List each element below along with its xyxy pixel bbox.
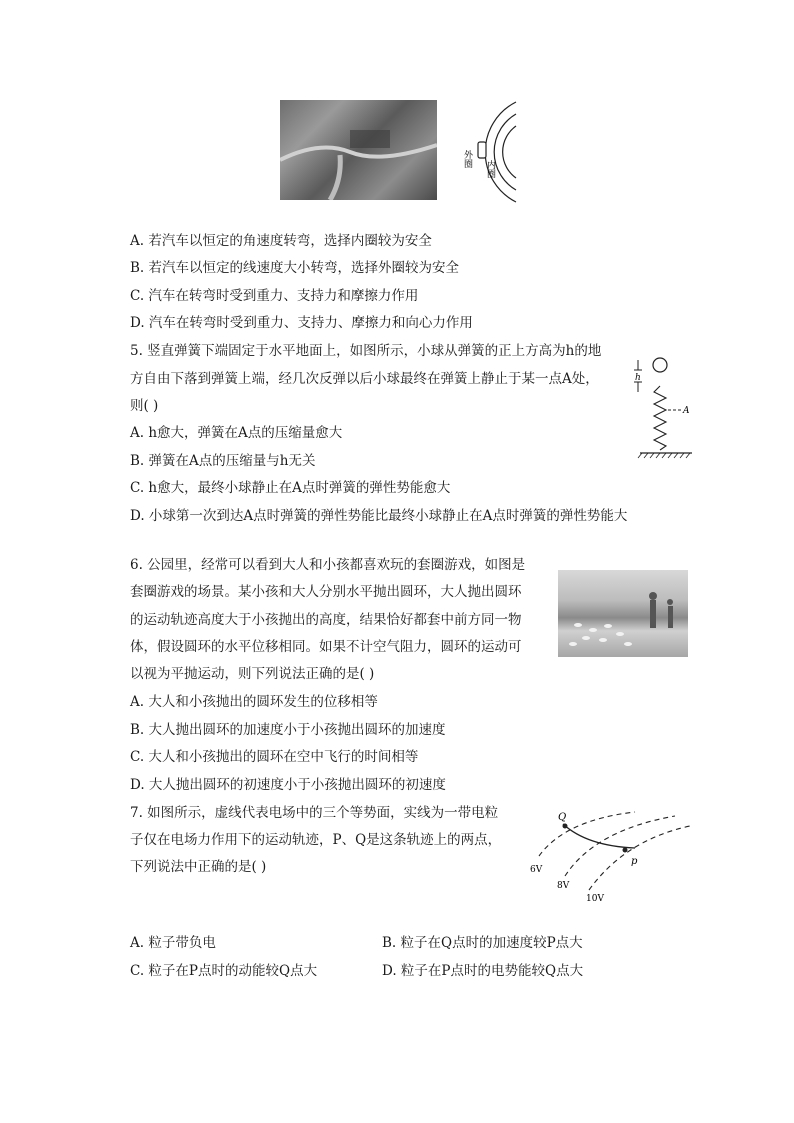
- q7-stem-line-2: 子仅在电场力作用下的运动轨迹，P、Q是这条轨迹上的两点，: [130, 832, 502, 848]
- q5-option-b: B. 弹簧在A点的压缩量与h无关: [130, 453, 316, 469]
- point-p-label: p: [631, 856, 638, 867]
- q6-stem-line-3: 的运动轨迹高度大于小孩抛出的高度，结果恰好都套中前方同一物: [130, 612, 522, 628]
- equipotential-8v: [565, 816, 675, 876]
- q5-stem-line-2: 方自由下落到弹簧上端，经几次反弹以后小球最终在弹簧上静止于某一点A处，: [130, 371, 599, 387]
- q6-option-d: D. 大人抛出圆环的初速度小于小孩抛出圆环的初速度: [130, 777, 446, 793]
- spring-ball-figure: [630, 350, 700, 462]
- point-a-label: A: [683, 406, 690, 416]
- height-label: h: [635, 373, 641, 383]
- q4-option-b: B. 若汽车以恒定的线速度大小转弯，选择外圈较为安全: [130, 260, 460, 276]
- ball-icon: [653, 358, 667, 372]
- q4-option-a: A. 若汽车以恒定的角速度转弯，选择内圈较为安全: [130, 233, 432, 249]
- q6-stem-line-5: 以视为平抛运动，则下列说法正确的是( ): [130, 666, 375, 682]
- ring-toss-texture: [558, 570, 688, 657]
- q4-option-d: D. 汽车在转弯时受到重力、支持力、摩擦力和向心力作用: [130, 315, 473, 331]
- q7-stem-line-3: 下列说法中正确的是( ): [130, 859, 267, 875]
- q7-option-b: B. 粒子在Q点时的加速度较P点大: [382, 935, 583, 951]
- curve-lane-diagram: [458, 100, 518, 205]
- mountain-road-texture: [280, 100, 437, 200]
- ring-toss-photo: [558, 570, 688, 657]
- q6-option-c: C. 大人和小孩抛出的圆环在空中飞行的时间相等: [130, 749, 419, 765]
- mountain-road-photo: [280, 100, 437, 200]
- q5-option-d: D. 小球第一次到达A点时弹簧的弹性势能比最终小球静止在A点时弹簧的弹性势能大: [130, 508, 628, 524]
- q7-option-c: C. 粒子在P点时的动能较Q点大: [130, 963, 318, 979]
- q7-stem-line-1: 7. 如图所示，虚线代表电场中的三个等势面，实线为一带电粒: [130, 805, 499, 821]
- point-q-label: Q: [558, 812, 567, 823]
- label-6v: 6V: [530, 865, 543, 875]
- car-icon: [478, 142, 486, 158]
- q5-option-a: A. h愈大，弹簧在A点的压缩量愈大: [130, 425, 343, 441]
- inner-lane-label: 内圈: [485, 160, 495, 178]
- label-10v: 10V: [586, 894, 604, 904]
- label-8v: 8V: [557, 881, 570, 891]
- q5-stem-line-3: 则( ): [130, 398, 159, 414]
- q4-option-c: C. 汽车在转弯时受到重力、支持力和摩擦力作用: [130, 288, 419, 304]
- q5-stem-line-1: 5. 竖直弹簧下端固定于水平地面上，如图所示，小球从弹簧的正上方高为h的地: [130, 343, 602, 359]
- q7-option-a: A. 粒子带负电: [130, 935, 216, 951]
- spring-icon: [654, 386, 666, 450]
- outer-lane-label: 外圈: [462, 150, 472, 168]
- q7-option-d: D. 粒子在P点时的电势能较Q点大: [382, 963, 584, 979]
- q6-stem-line-1: 6. 公园里，经常可以看到大人和小孩都喜欢玩的套圈游戏，如图是: [130, 557, 526, 573]
- point-p-dot: [623, 848, 628, 853]
- q6-stem-line-2: 套圈游戏的场景。某小孩和大人分别水平抛出圆环，大人抛出圆环: [130, 584, 522, 600]
- q6-stem-line-4: 体，假设圆环的水平位移相同。如果不计空气阻力，圆环的运动可: [130, 639, 522, 655]
- q6-option-a: A. 大人和小孩抛出的圆环发生的位移相等: [130, 694, 378, 710]
- point-q-dot: [563, 824, 568, 829]
- equipotential-figure: [525, 808, 695, 908]
- equipotential-10v: [589, 826, 690, 890]
- equipotential-6v: [539, 812, 635, 856]
- q5-option-c: C. h愈大，最终小球静止在A点时弹簧的弹性势能愈大: [130, 480, 451, 496]
- q6-option-b: B. 大人抛出圆环的加速度小于小孩抛出圆环的加速度: [130, 722, 446, 738]
